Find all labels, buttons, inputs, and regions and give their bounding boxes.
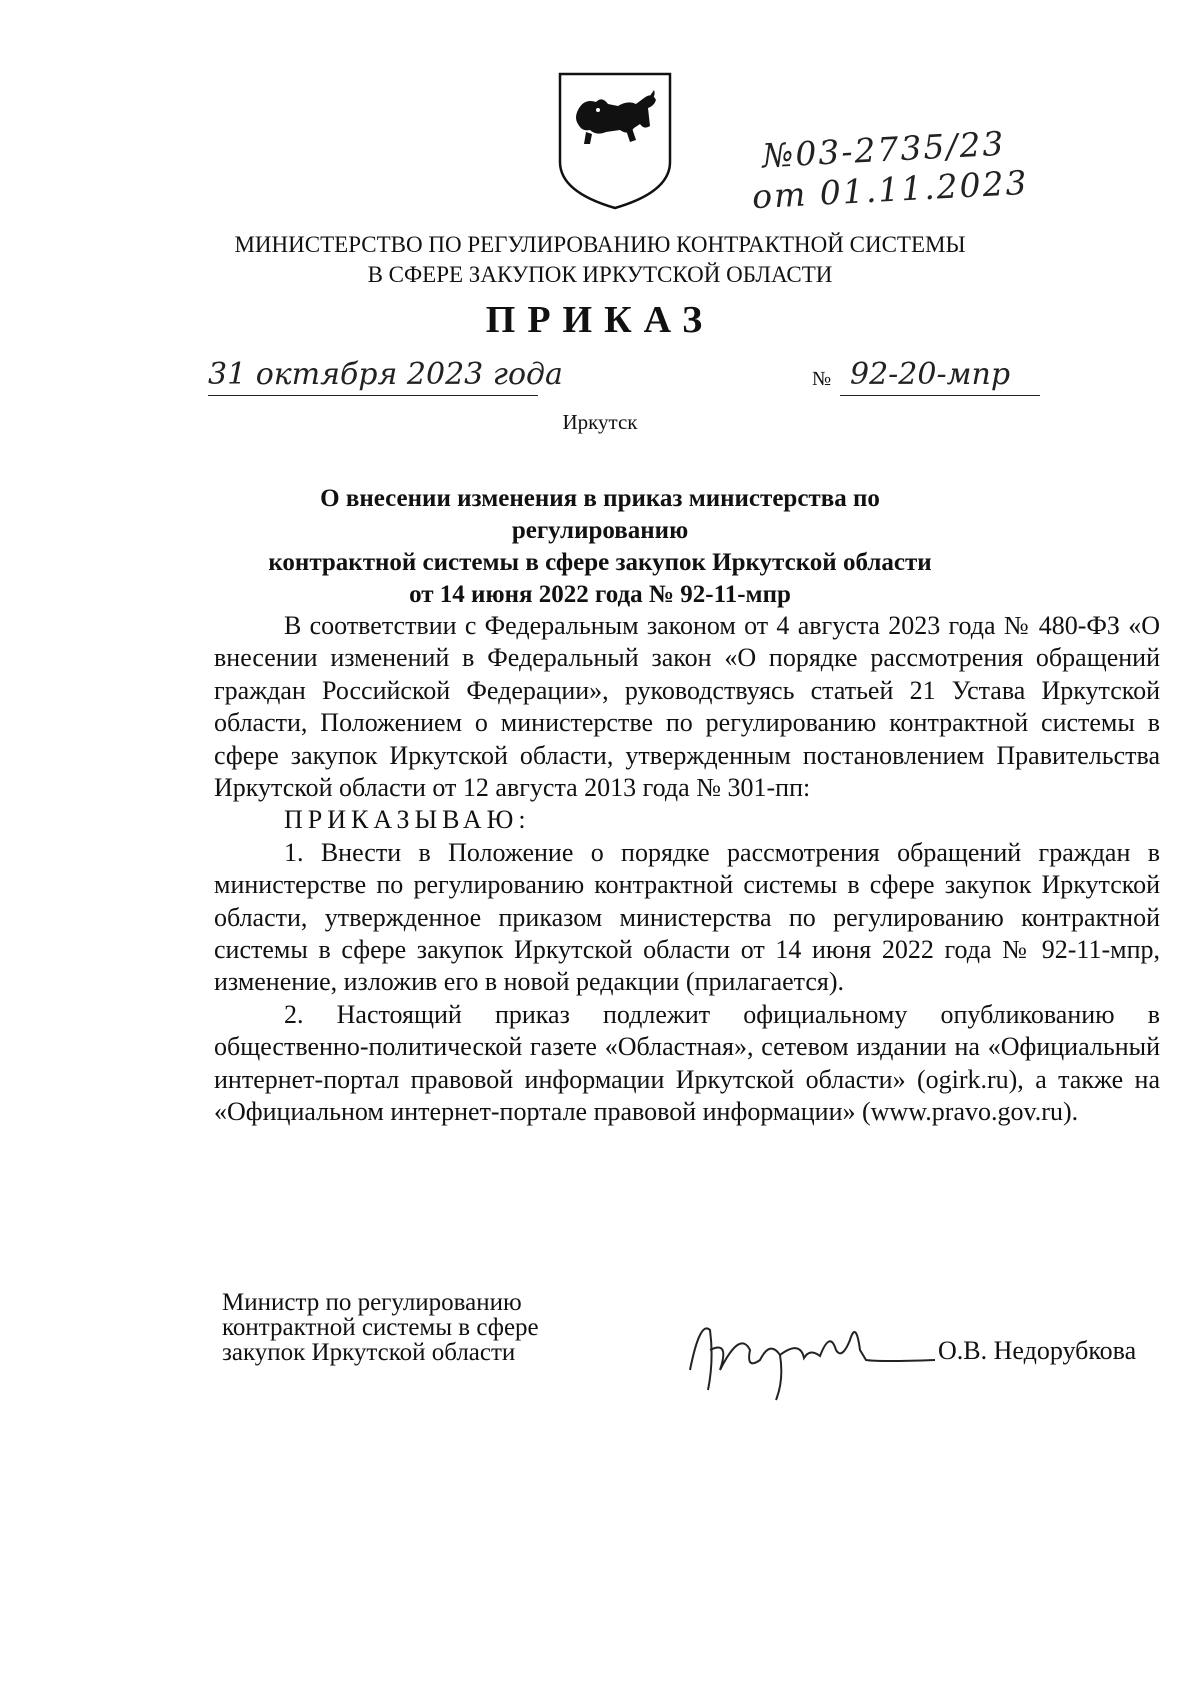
registration-date: от 01.11.2023 [751, 162, 1030, 217]
date-underline [208, 395, 538, 396]
city: Иркутск [562, 410, 638, 434]
ministry-line-2: В СФЕРЕ ЗАКУПОК ИРКУТСКОЙ ОБЛАСТИ [367, 262, 833, 287]
document-type: ПРИКАЗ [485, 299, 715, 341]
number-sign: № [812, 368, 832, 390]
signatory-name: О.В. Недорубкова [938, 1336, 1137, 1365]
document-heading [240, 483, 960, 611]
signatory-title-line-2: контрактной системы в сфере [222, 1314, 539, 1341]
document-body [214, 610, 1160, 1129]
preamble-paragraph: В соответствии с Федеральным законом от 4 августа 2023 года № 480-ФЗ «О внесении изменений в Федеральный закон «О порядке рассмотрения обращений граждан Российской Федерации», руководствуясь статьей 21 Устава Иркутской области, Положением о министерстве по регулированию контрактной системы в сфере закупок Иркутской области, утвержденным постановлением Правительства Иркутской области от 12 августа 2013 года № 301-пп: [214, 611, 1160, 803]
signatory-title [222, 1290, 539, 1365]
signatory-title-line-1: Министр по регулированию [222, 1289, 522, 1316]
item-2-paragraph: 2. Настоящий приказ подлежит официальному опубликованию в общественно-политической газете «Областная», сетевом издании на «Официальный интернет-портал правовой информации Иркутской области» (ogirk.ru), а также на «Официальном интернет-портале правовой информации» (www.pravo.gov.ru). [214, 999, 1160, 1127]
ministry-line-1: МИНИСТЕРСТВО ПО РЕГУЛИРОВАНИЮ КОНТРАКТНОЙ СИСТЕМЫ [234, 232, 966, 257]
item-1-paragraph: 1. Внести в Положение о порядке рассмотрения обращений граждан в министерстве по регулированию контрактной системы в сфере закупок Иркутской области, утвержденное приказом министерства по регулированию контрактной системы в сфере закупок Иркутской области от 14 июня 2022 года № 92-11-мпр, изменение, изложив его в новой редакции (прилагается). [214, 837, 1160, 997]
signatory-title-line-3: закупок Иркутской области [222, 1339, 516, 1366]
number-underline [840, 395, 1040, 396]
heading-line-2: контрактной системы в сфере закупок Иркутской области [268, 549, 932, 576]
ministry-header [0, 230, 1200, 290]
heading-line-3: от 14 июня 2022 года № 92-11-мпр [409, 581, 791, 608]
coat-of-arms-icon [556, 70, 674, 212]
handwritten-signature [680, 1300, 940, 1410]
order-date: 31 октября 2023 года [208, 357, 563, 392]
order-word: ПРИКАЗЫВАЮ: [284, 805, 531, 835]
heading-line-1: О внесении изменения в приказ министерства по регулированию [320, 485, 880, 544]
registration-number: №03-2735/23 [761, 123, 1007, 176]
order-number: 92-20-мпр [850, 357, 1011, 392]
